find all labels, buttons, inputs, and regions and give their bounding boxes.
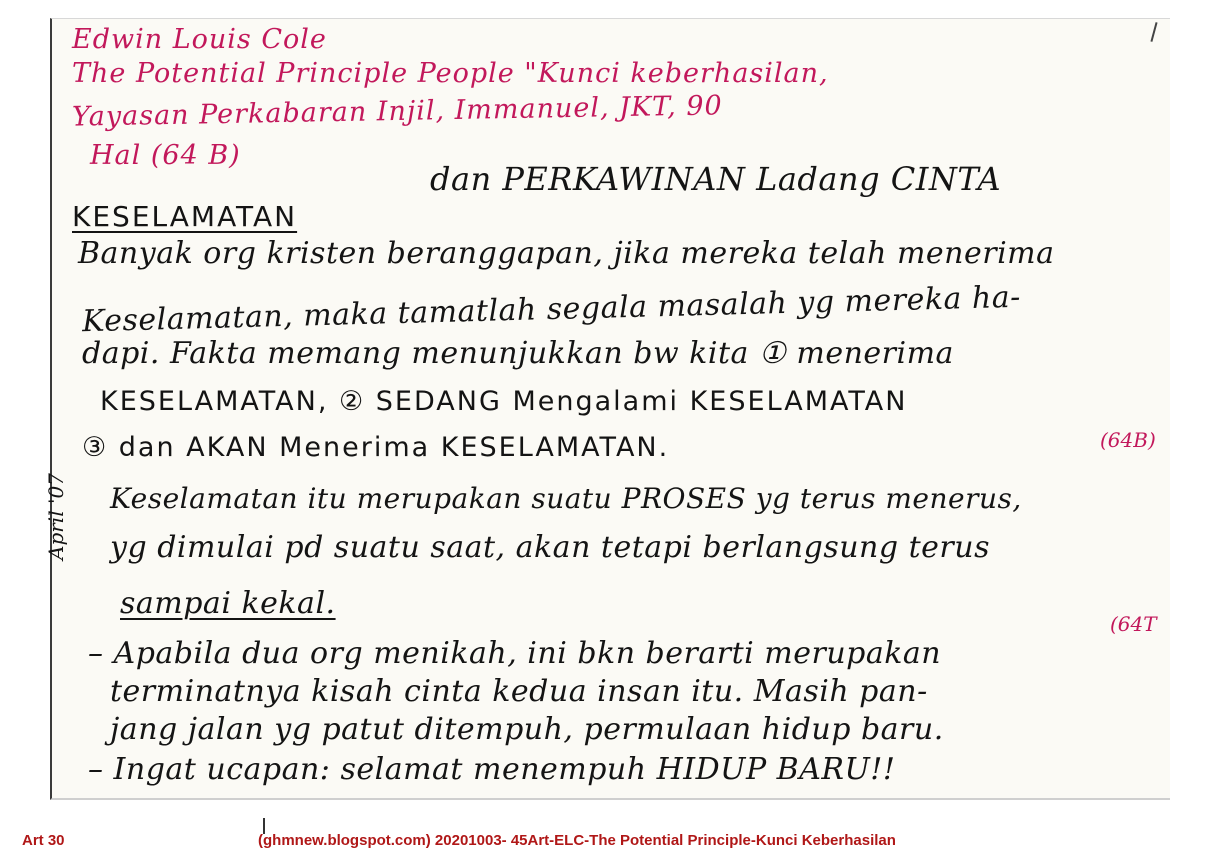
body-line-1: Banyak org kristen beranggapan, jika mereka telah menerima [78, 236, 1055, 271]
body-line-6: Keselamatan itu merupakan suatu PROSES yg terus menerus, [110, 482, 1022, 515]
margin-note-page-64b: (64B) [1100, 428, 1156, 452]
footer-source: (ghmnew.blogspot.com) 20201003- 45Art-ELC-The Potential Principle-Kunci Keberhasilan [258, 832, 896, 849]
body-line-12: – Ingat ucapan: selamat menempuh HIDUP BARU!! [88, 752, 896, 787]
body-line-10: terminatnya kisah cinta kedua insan itu. Masih pan- [110, 674, 928, 709]
body-line-11: jang jalan yg patut ditempuh, permulaan hidup baru. [110, 712, 944, 747]
body-line-9: – Apabila dua org menikah, ini bkn berarti merupakan [88, 636, 942, 671]
reference-page: Hal (64 B) [90, 140, 241, 171]
body-line-8: sampai kekal. [120, 586, 336, 621]
footer-article-number: Art 30 [22, 832, 65, 849]
reference-book-title: The Potential Principle People "Kunci keberhasilan, [72, 58, 829, 89]
margin-note-page-64t: (64T [1110, 612, 1157, 636]
body-line-7: yg dimulai pd suatu saat, akan tetapi berlangsung terus [110, 530, 990, 565]
reference-author: Edwin Louis Cole [72, 24, 327, 55]
note-title: KESELAMATAN [72, 200, 298, 233]
body-line-2: Keselamatan, maka tamatlah segala masalah yg mereka ha- [81, 279, 1022, 340]
reference-publisher: Yayasan Perkabaran Injil, Immanuel, JKT, 90 [71, 90, 723, 133]
heading-line: dan PERKAWINAN Ladang CINTA [430, 160, 1002, 198]
body-line-3: dapi. Fakta memang menunjukkan bw kita ① menerima [82, 336, 954, 371]
side-date-note: April '07 [44, 473, 68, 560]
body-line-5: ③ dan AKAN Menerima KESELAMATAN. [82, 432, 670, 463]
body-line-4: KESELAMATAN, ② SEDANG Mengalami KESELAMATAN [100, 386, 908, 417]
